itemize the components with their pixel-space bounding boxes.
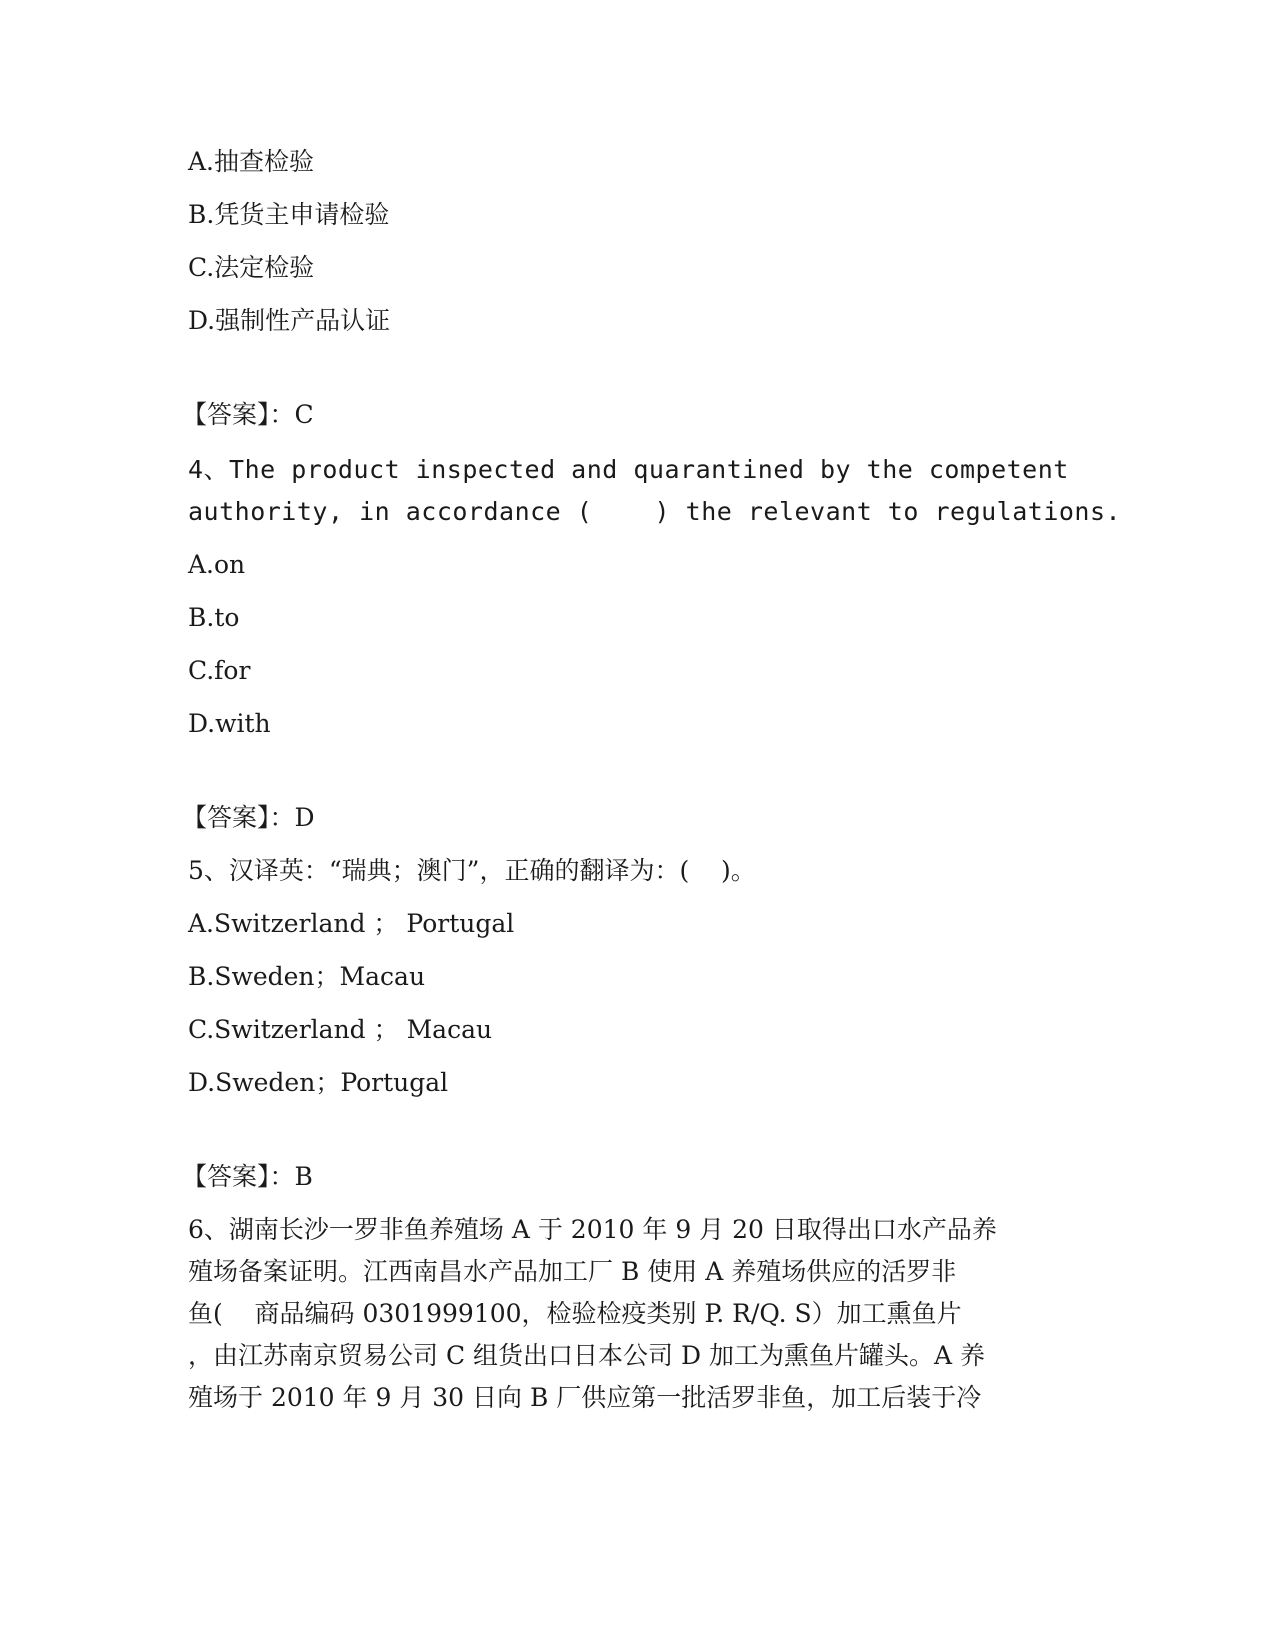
q4-option-a: A.on: [188, 550, 246, 579]
q5-option-c: C.Switzerland ； Macau: [188, 1015, 493, 1044]
q5-option-d: D.Sweden；Portugal: [188, 1068, 449, 1097]
q3-option-c: C.法定检验: [188, 253, 315, 282]
q3-option-a: A.抽查检验: [188, 147, 315, 176]
q6-line4: ，由江苏南京贸易公司 C 组货出口日本公司 D 加工为熏鱼片罐头。A 养: [188, 1341, 985, 1370]
q6-line2: 殖场备案证明。江西南昌水产品加工厂 B 使用 A 养殖场供应的活罗非: [188, 1257, 957, 1286]
q5-answer: 【答案】：B: [182, 1162, 313, 1191]
q4-stem-line1: 4、The product inspected and quarantined by the competent: [188, 455, 1069, 484]
q5-option-b: B.Sweden；Macau: [188, 962, 426, 991]
q6-line3: 鱼( 商品编码 0301999100，检验检疫类别 P. R/Q. S）加工熏鱼片: [188, 1299, 962, 1328]
q5-option-a: A.Switzerland ； Portugal: [188, 909, 515, 938]
q5-stem: 5、汉译英：“瑞典；澳门”，正确的翻译为：( )。: [188, 856, 756, 885]
q6-line5: 殖场于 2010 年 9 月 30 日向 B 厂供应第一批活罗非鱼，加工后装于冷: [188, 1383, 982, 1412]
q4-option-c: C.for: [188, 656, 251, 685]
q4-option-d: D.with: [188, 709, 271, 738]
q3-option-d: D.强制性产品认证: [188, 306, 391, 335]
q4-answer: 【答案】：D: [182, 803, 315, 832]
q3-answer: 【答案】：C: [182, 400, 314, 429]
q4-stem-line2: authority, in accordance ( ) the relevant to regulations.: [188, 497, 1122, 526]
q3-option-b: B.凭货主申请检验: [188, 200, 390, 229]
q4-option-b: B.to: [188, 603, 240, 632]
q6-line1: 6、湖南长沙一罗非鱼养殖场 A 于 2010 年 9 月 20 日取得出口水产品养: [188, 1215, 997, 1244]
